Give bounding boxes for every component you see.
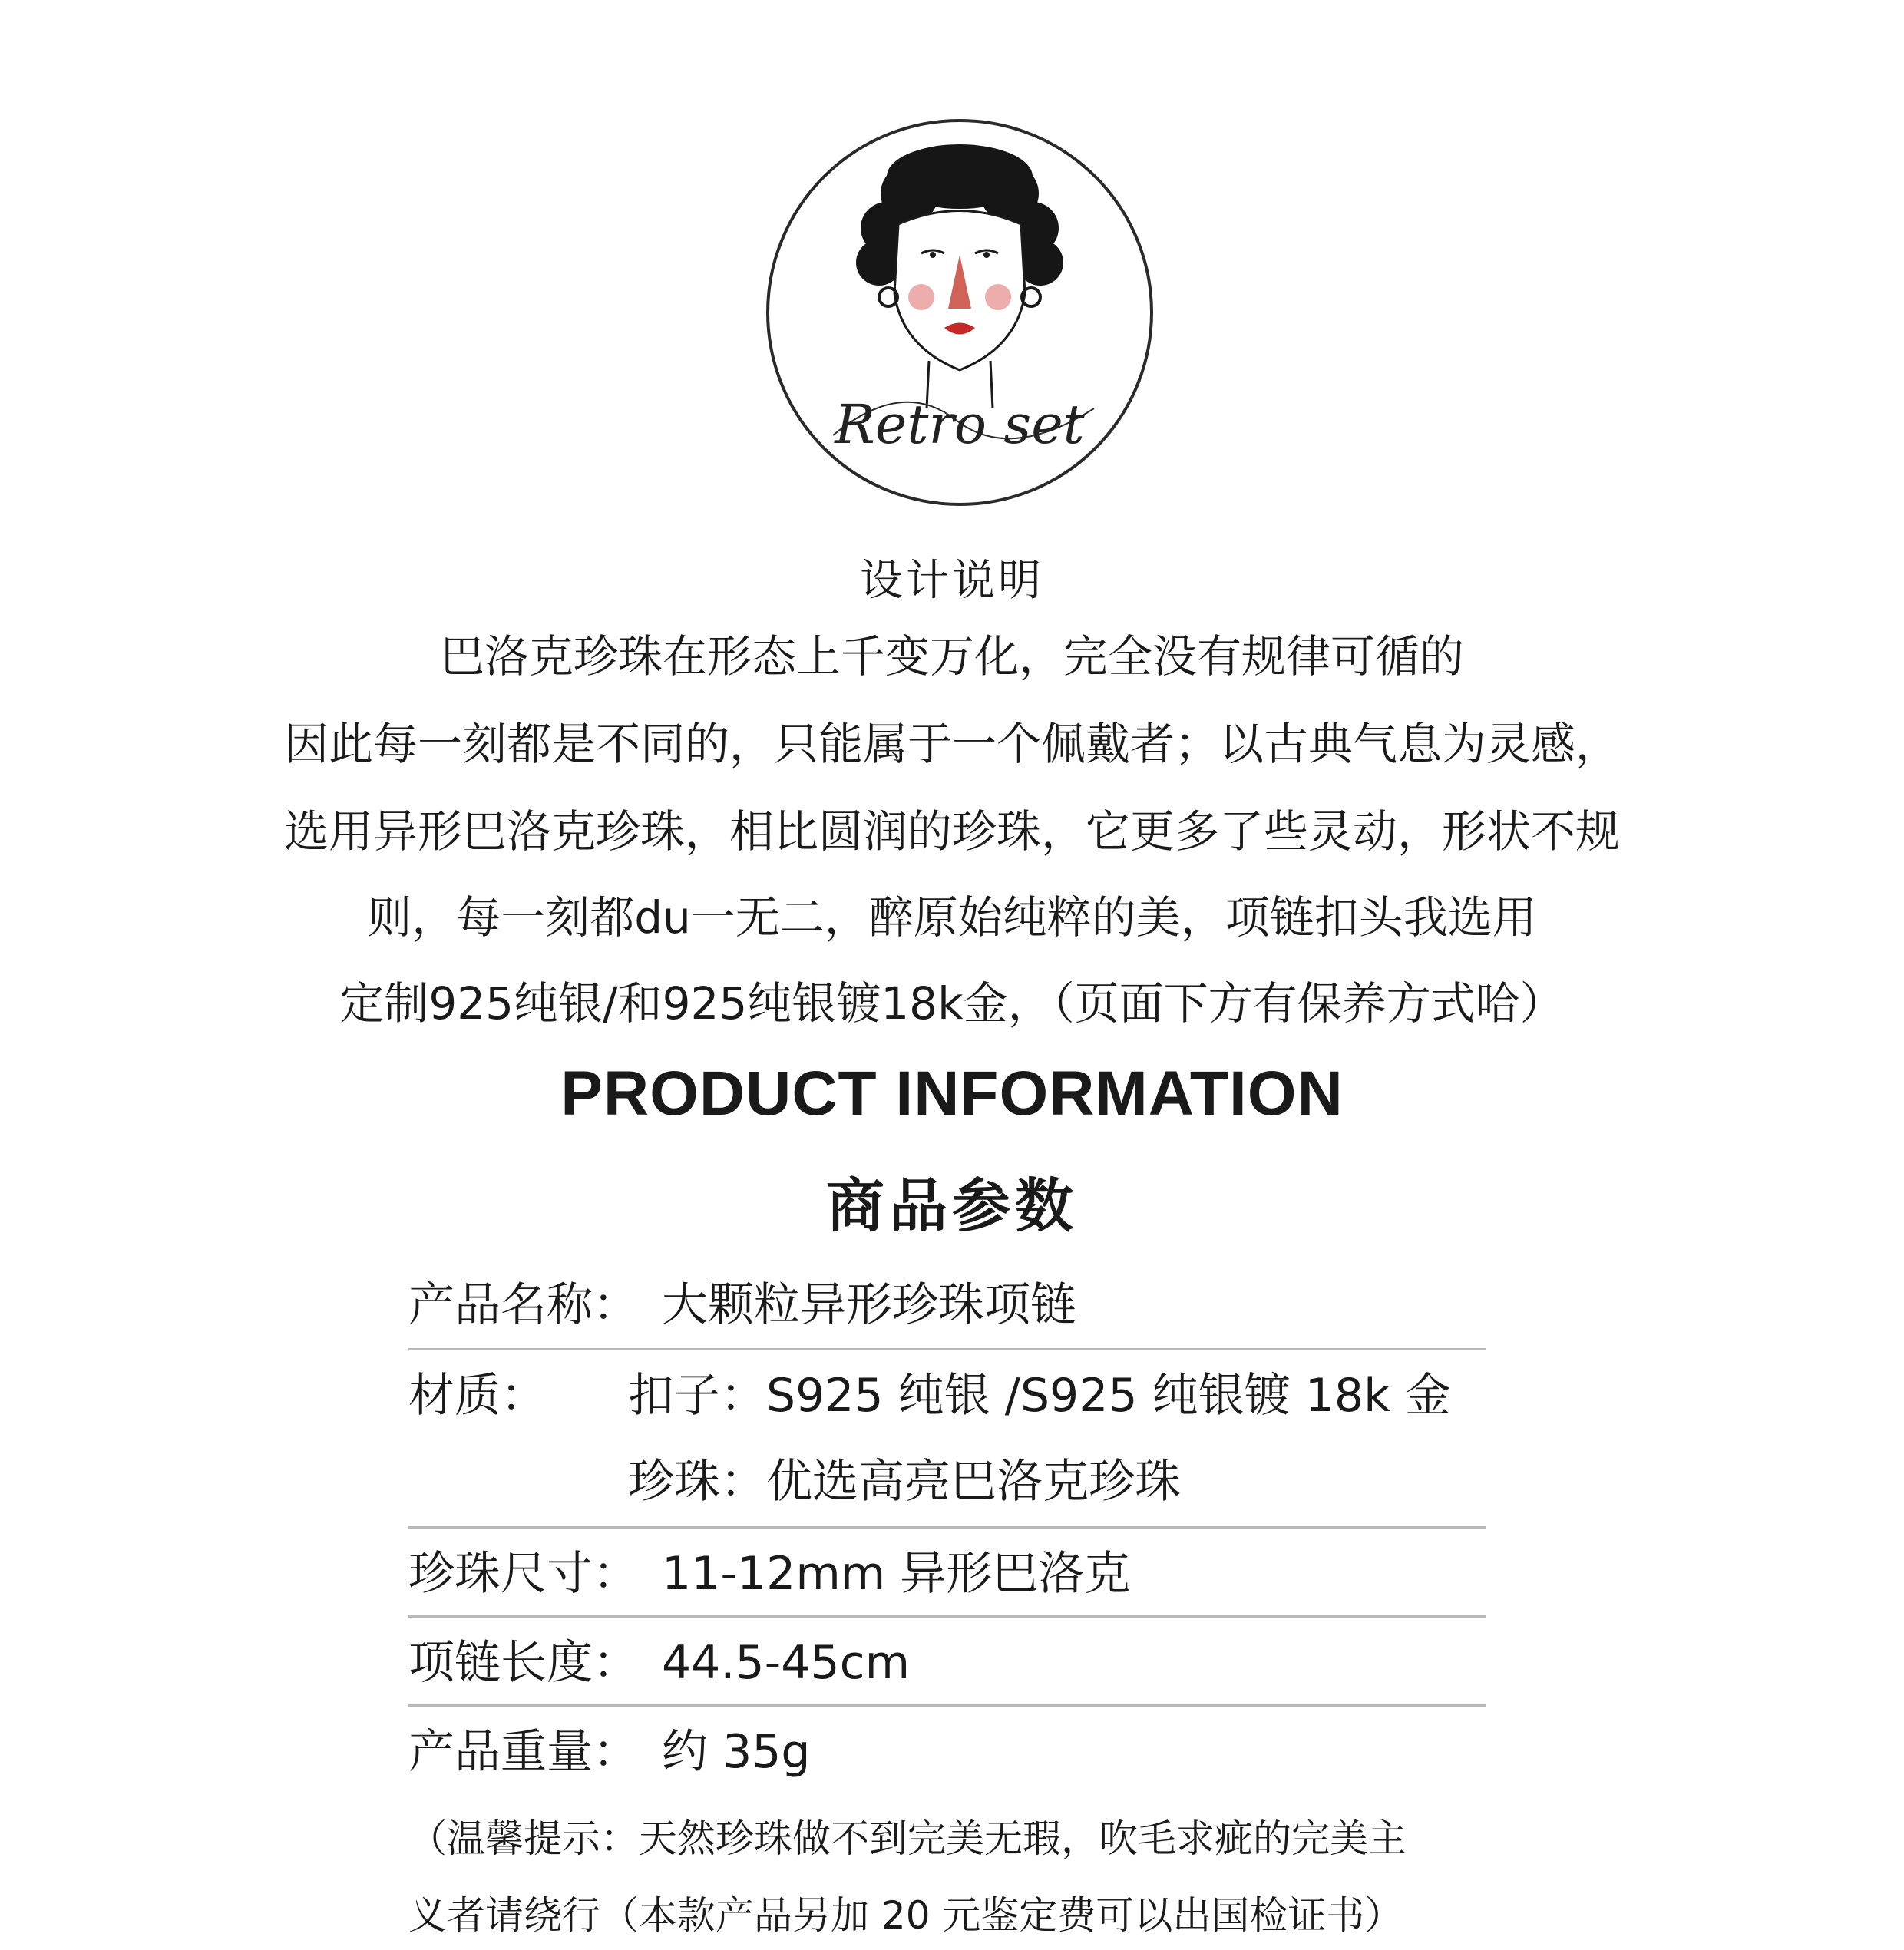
spec-label: 产品重量： — [408, 1725, 639, 1779]
divider — [408, 1615, 1486, 1618]
portrait-logo-icon — [764, 117, 1155, 508]
design-line-1: 巴洛克珍珠在形态上千变万化，完全没有规律可循的 — [439, 630, 1464, 682]
svg-text:Retro set: Retro set — [835, 393, 1085, 456]
product-info-title-en: PRODUCT INFORMATION — [560, 1059, 1344, 1129]
spec-necklace-length — [408, 1636, 911, 1690]
spec-label: 珍珠尺寸： — [408, 1547, 639, 1601]
divider — [408, 1704, 1486, 1707]
divider — [408, 1526, 1486, 1529]
note-line-1: （温馨提示：天然珍珠做不到完美无瑕，吹毛求疵的完美主 — [408, 1816, 1407, 1861]
spec-value-pearl: 珍珠：优选高亮巴洛克珍珠 — [628, 1455, 1181, 1509]
spec-value-clasp: 扣子：S925 纯银 /S925 纯银镀 18k 金 — [628, 1369, 1451, 1423]
design-line-3: 选用异形巴洛克珍珠，相比圆润的珍珠，它更多了些灵动，形状不规 — [283, 805, 1620, 858]
design-title: 设计说明 — [860, 556, 1044, 606]
spec-value: 大颗粒异形珍珠项链 — [662, 1278, 1076, 1332]
spec-pearl-size — [408, 1547, 1131, 1601]
spec-value: 约 35g — [662, 1725, 811, 1779]
spec-label: 项链长度： — [408, 1636, 639, 1690]
design-line-4: 则，每一刻都du一无二，醉原始纯粹的美，项链扣头我选用 — [367, 891, 1537, 944]
note-line-2: 义者请绕行（本款产品另加 20 元鉴定费可以出国检证书） — [408, 1893, 1403, 1938]
design-line-5: 定制925纯银/和925纯银镀18k金，（页面下方有保养方式哈） — [339, 977, 1565, 1030]
spec-material — [408, 1369, 1451, 1423]
divider — [408, 1348, 1486, 1350]
product-info-title-cn: 商品参数 — [826, 1172, 1078, 1240]
design-line-2: 因此每一刻都是不同的，只能属于一个佩戴者；以古典气息为灵感， — [283, 718, 1620, 770]
spec-value: 11-12mm 异形巴洛克 — [662, 1547, 1131, 1601]
spec-label: 材质： — [408, 1369, 547, 1423]
retro-set-logo — [764, 117, 1155, 508]
spec-weight — [408, 1725, 811, 1779]
spec-product-name — [408, 1278, 1076, 1332]
spec-value: 44.5-45cm — [662, 1636, 911, 1690]
spec-label: 产品名称： — [408, 1278, 639, 1332]
